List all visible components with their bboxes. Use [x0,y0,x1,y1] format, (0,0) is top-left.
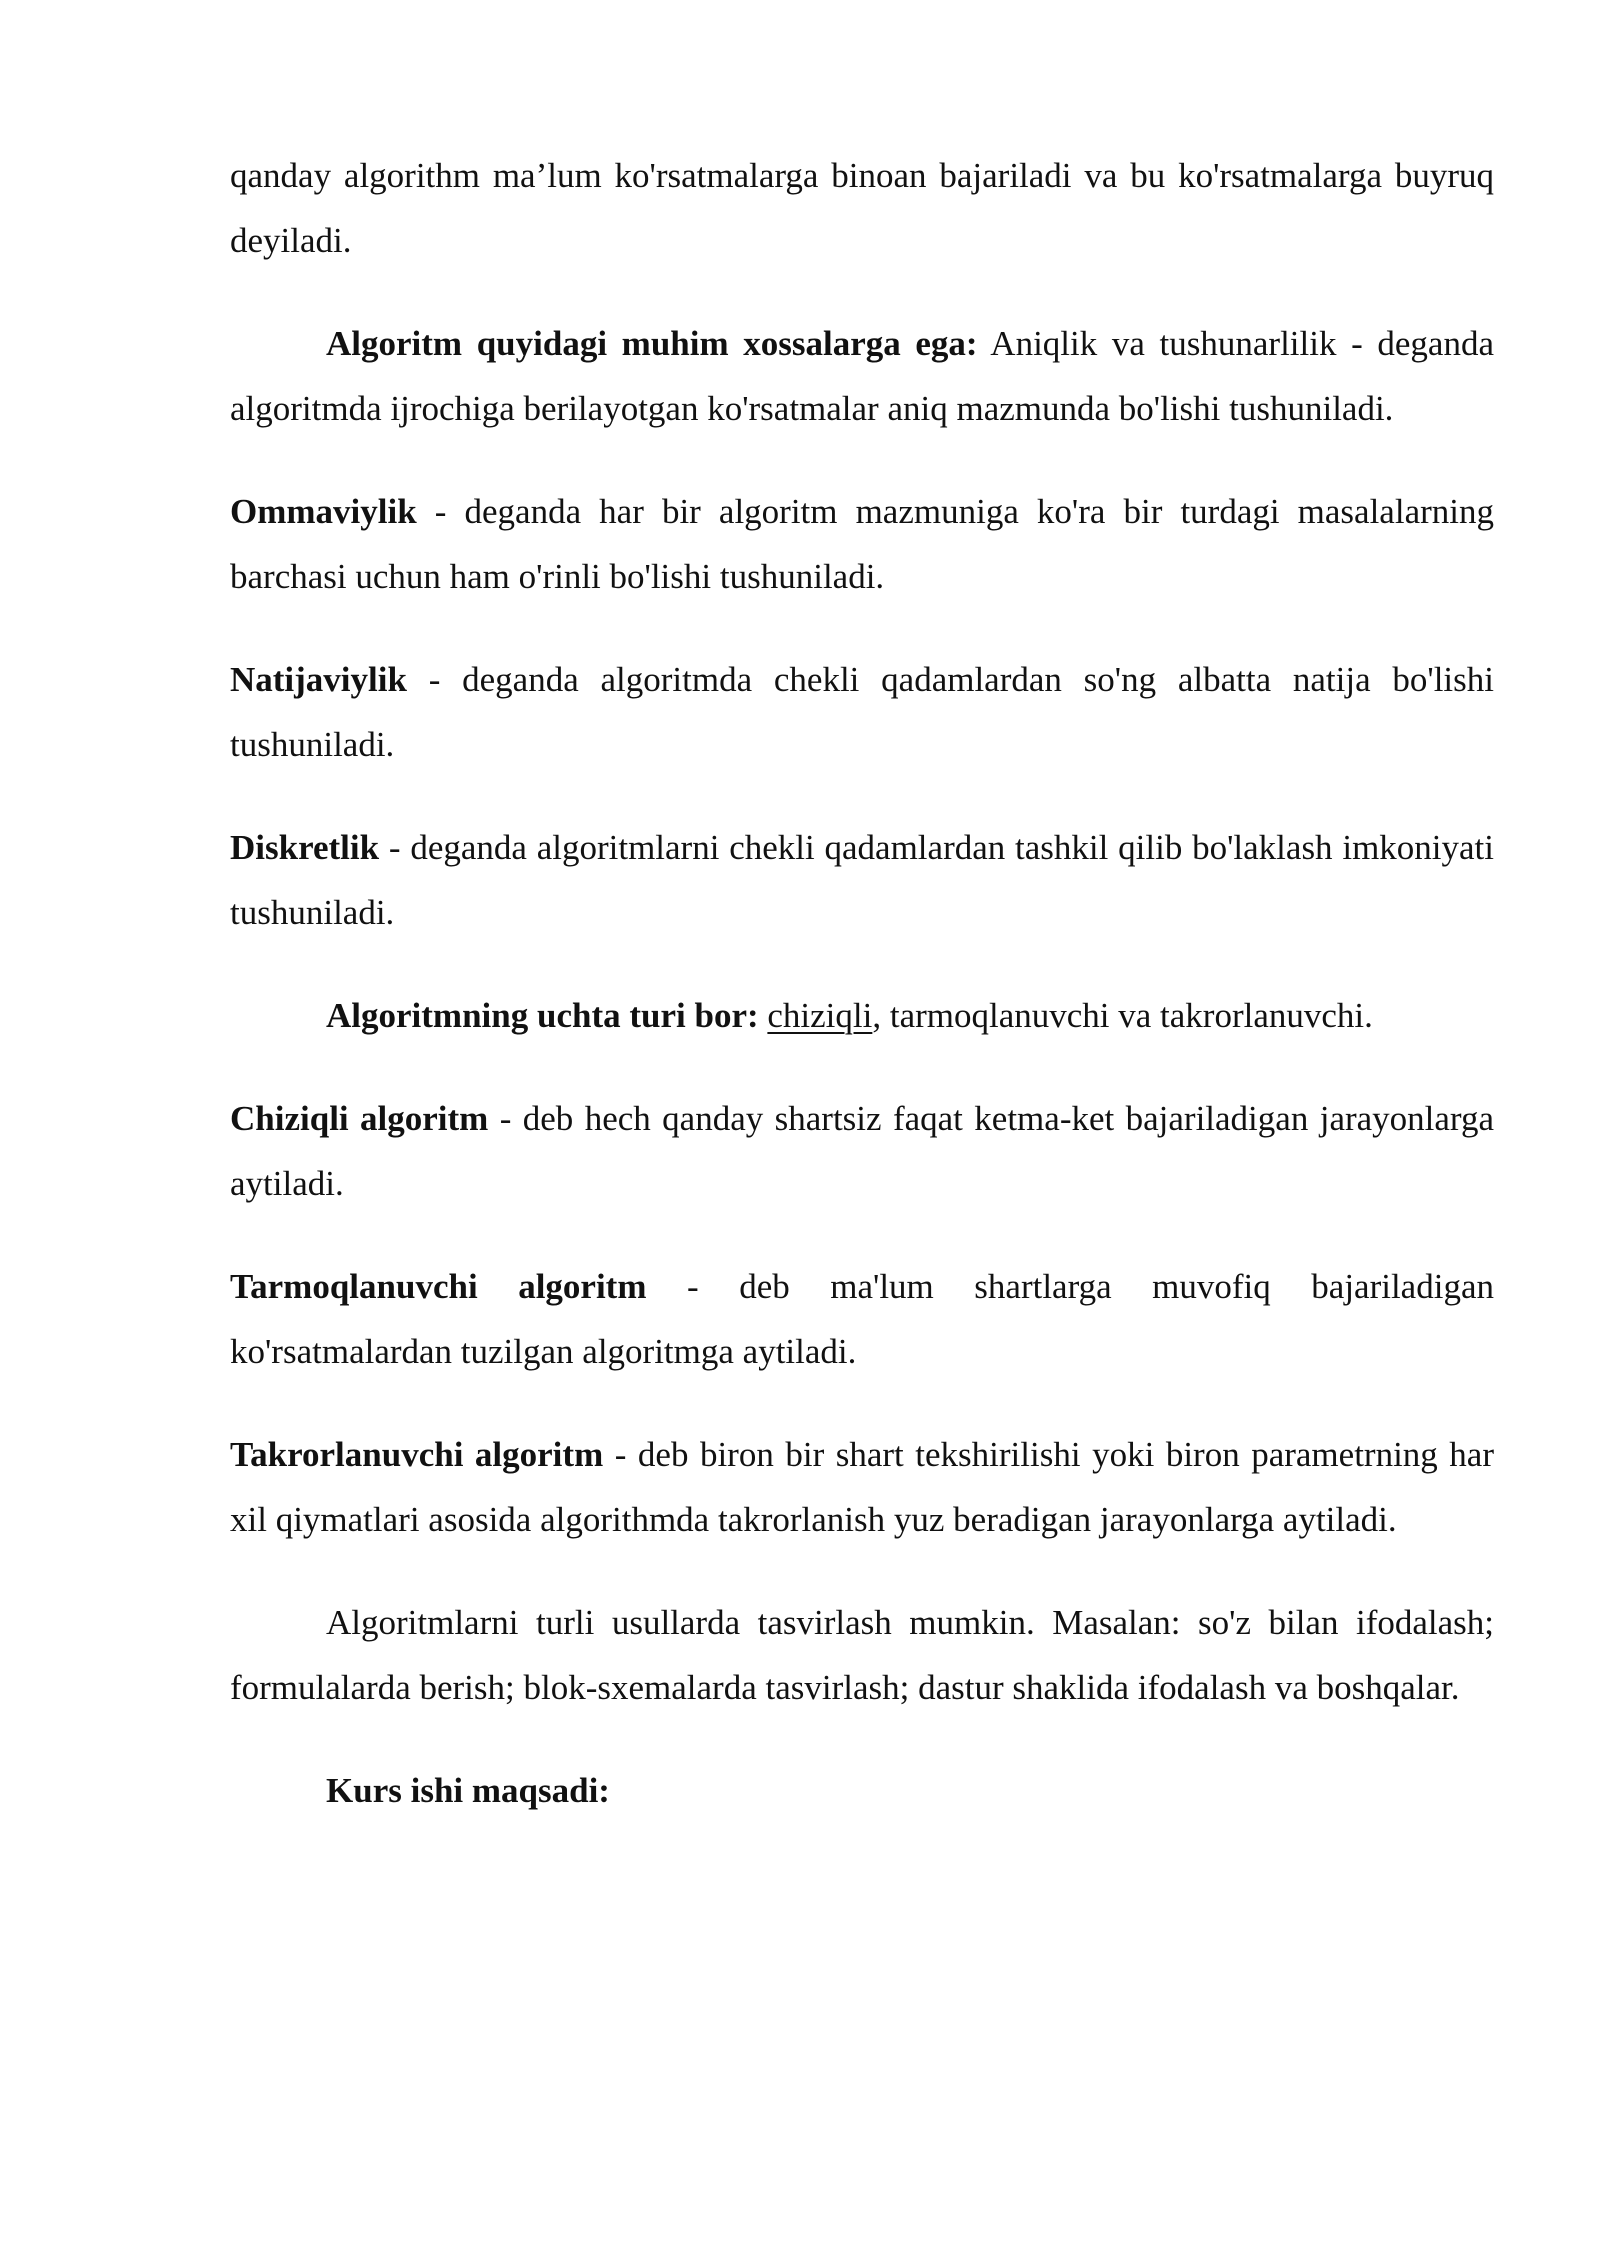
term-definition: - deb hech qanday shartsiz faqat ketma-ket bajariladigan jarayonlarga aytiladi. [230,1099,1494,1203]
term-label: Takrorlanuvchi algoritm [230,1435,604,1474]
term-definition: - deb ma'lum shartlarga muvofiq bajariladigan ko'rsatmalardan tuzilgan algoritmga aytiladi. [230,1267,1494,1371]
term-label: Diskretlik [230,828,380,867]
term-definition: - deganda algoritmlarni chekli qadamlardan tashkil qilib bo'laklash imkoniyati tushuniladi. [230,828,1494,932]
paragraph-heading: Algoritmning uchta turi bor: [326,996,759,1035]
document-body [230,143,1494,1861]
paragraph-takrorlanuvchi-algoritm [230,1422,1494,1552]
paragraph-tarmoqlanuvchi-algoritm [230,1254,1494,1384]
term-definition: - deganda algoritmda chekli qadamlardan so'ng albatta natija bo'lishi tushuniladi. [230,660,1494,764]
term-label: Chiziqli algoritm [230,1099,489,1138]
paragraph-diskretlik [230,815,1494,945]
section-heading: Kurs ishi maqsadi: [326,1771,610,1810]
underlined-term: chiziqli [767,996,873,1035]
paragraph-text: , tarmoqlanuvchi va takrorlanuvchi. [872,996,1373,1035]
term-label: Natijaviylik [230,660,407,699]
paragraph-heading: Algoritm quyidagi muhim xossalarga ega: [326,324,978,363]
paragraph-natijaviylik [230,647,1494,777]
term-definition: - deganda har bir algoritm mazmuniga ko'ra bir turdagi masalalarning barchasi uchun ham o'rinli bo'lishi tushuniladi. [230,492,1494,596]
paragraph-ommaviylik [230,479,1494,609]
paragraph-text: qanday algorithm ma’lum ko'rsatmalarga binoan bajariladi va bu ko'rsatmalarga buyruq deyiladi. [230,156,1494,260]
paragraph-chiziqli-algoritm [230,1086,1494,1216]
term-label: Tarmoqlanuvchi algoritm [230,1267,647,1306]
paragraph-representation-methods [230,1590,1494,1720]
paragraph-algorithm-properties [230,311,1494,441]
term-definition: - deb biron bir shart tekshirilishi yoki biron parametrning har xil qiymatlari asosida algorithmda takrorlanish yuz beradigan jarayonlarga aytiladi. [230,1435,1495,1539]
paragraph-algorithm-commands [230,143,1494,273]
paragraph-text: Aniqlik va tushunarlilik - deganda algoritmda ijrochiga berilayotgan ko'rsatmalar aniq mazmunda bo'lishi tushuniladi. [230,324,1494,428]
term-label: Ommaviylik [230,492,417,531]
paragraph-algorithm-types [230,983,1494,1048]
paragraph-text: Algoritmlarni turli usullarda tasvirlash mumkin. Masalan: so'z bilan ifodalash; formulalarda berish; blok-sxemalarda tasvirlash; dastur shaklida ifodalash va boshqalar. [230,1603,1494,1707]
paragraph-course-goal-heading [230,1758,1494,1823]
